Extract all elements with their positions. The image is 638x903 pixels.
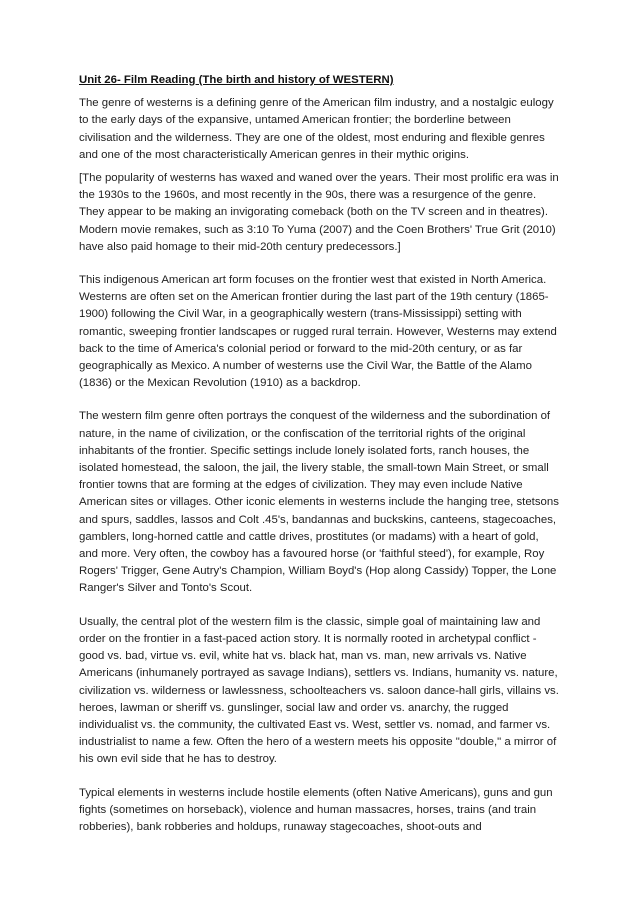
paragraph-plot: Usually, the central plot of the western film is the classic, simple goal of maintaining law and order on the frontier in a fast-paced action story. It is normally rooted in archetypal conflict - good vs. bad, virtue vs. evil, white hat vs. black hat, man vs. man, new arrivals vs. Native Americans (inhumanely portrayed as savage Indians), settlers vs. Indians, humanity vs. nature, civilization vs. wilderness or lawlessness, schoolteachers vs. saloon dance-hall girls, villains vs. heroes, lawman or sheriff vs. gunslinger, social law and order vs. anarchy, the rugged individualist vs. the community, the cultivated East vs. West, settler vs. nomad, and farmer vs. industrialist to name a few. Often the hero of a western meets his opposite "double," a mirror of his own evil side that he has to destroy. [79,615,559,766]
document-body [79,72,559,836]
paragraph-settings: The western film genre often portrays the conquest of the wilderness and the subordination of nature, in the name of civilization, or the confiscation of the territorial rights of the original inhabitants of the frontier. Specific settings include lonely isolated forts, ranch houses, the isolated homestead, the saloon, the jail, the livery stable, the small-town Main Street, or small frontier towns that are forming at the edges of civilization. They may even include Native American sites or villages. Other iconic elements in westerns include the hanging tree, stetsons and spurs, saddles, lassos and Colt .45's, bandannas and buckskins, canteens, stagecoaches, gamblers, long-horned cattle and cattle drives, prostitutes (or madams) with a heart of gold, and more. Very often, the cowboy has a favoured horse (or 'faithful steed'), for example, Roy Rogers' Trigger, Gene Autry's Champion, William Boyd's (Hop along Cassidy) Topper, the Lone Ranger's Silver and Tonto's Scout. [79,410,559,595]
paragraph-frontier: This indigenous American art form focuses on the frontier west that existed in North America. Westerns are often set on the American frontier during the last part of the 19th century (1865-1900) following the Civil War, in a geographically western (trans-Mississippi) setting with romantic, sweeping frontier landscapes or rugged rural terrain. However, Westerns may extend back to the time of America's colonial period or forward to the mid-20th century, or as far geographically as Mexico. A number of westerns use the Civil War, the Battle of the Alamo (1836) or the Mexican Revolution (1910) as a backdrop. [79,274,557,390]
paragraph-intro: The genre of westerns is a defining genre of the American film industry, and a nostalgic eulogy to the early days of the expansive, untamed American frontier; the borderline between civilisation and the wilderness. They are one of the oldest, most enduring and flexible genres and one of the most characteristically American genres in their mythic origins. [79,97,554,161]
paragraph-popularity: [The popularity of westerns has waxed and waned over the years. Their most prolific era was in the 1930s to the 1960s, and most recently in the 90s, there was a resurgence of the genre. They appear to be making an invigorating comeback (both on the TV screen and in theatres). Modern movie remakes, such as 3:10 To Yuma (2007) and the Coen Brothers' True Grit (2010) have also paid homage to their mid-20th century predecessors.] [79,172,559,253]
paragraph-elements: Typical elements in westerns include hostile elements (often Native Americans), guns and gun fights (sometimes on horseback), violence and human massacres, horses, trains (and train robberies), bank robberies and holdups, runaway stagecoaches, shoot-outs and [79,786,553,833]
document-title: Unit 26- Film Reading (The birth and history of WESTERN) [79,74,394,86]
